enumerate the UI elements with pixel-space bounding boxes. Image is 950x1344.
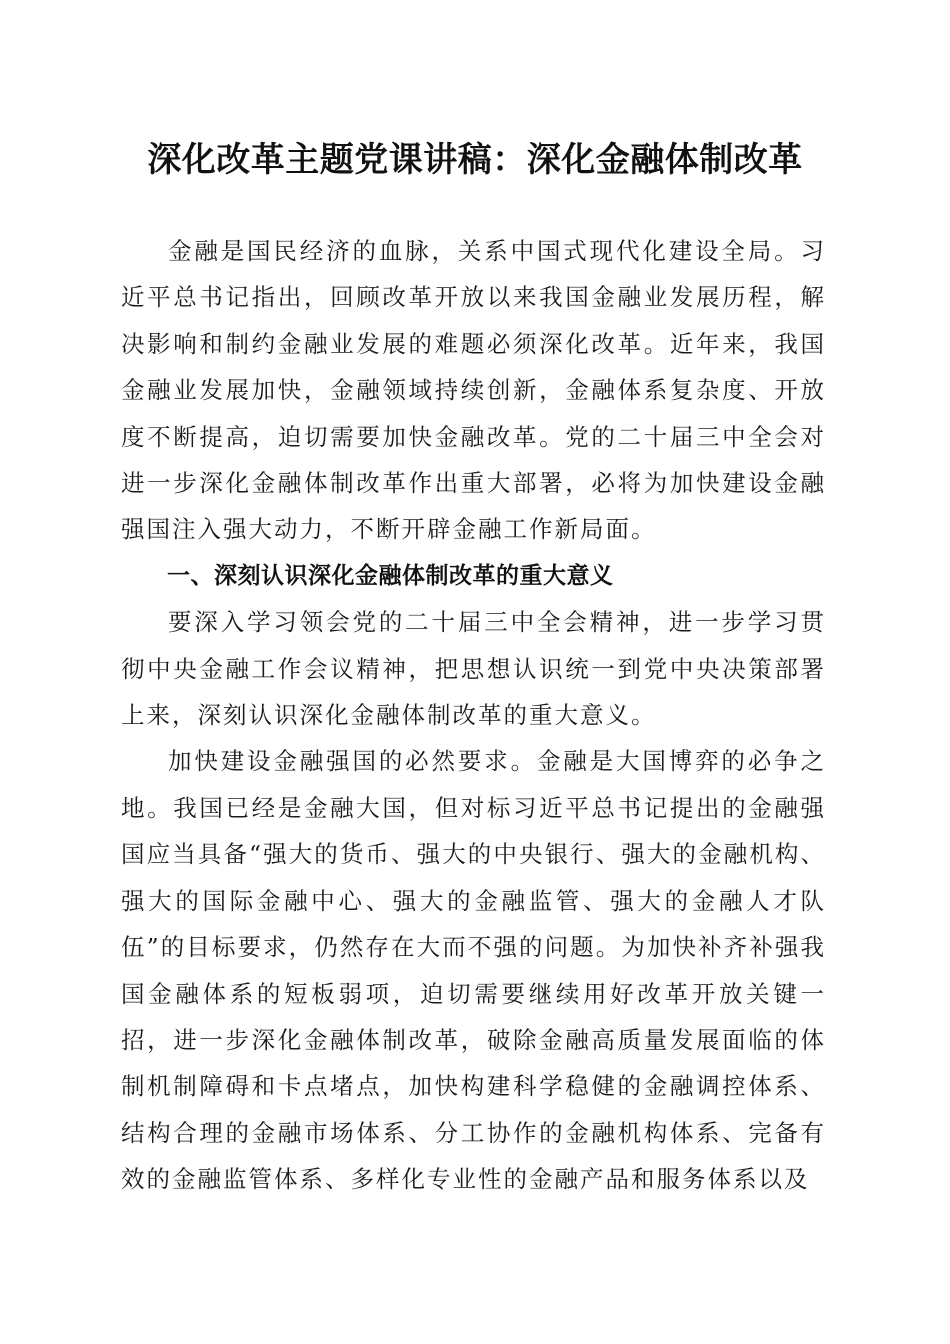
paragraph-intro: 金融是国民经济的血脉，关系中国式现代化建设全局。习近平总书记指出，回顾改革开放以来我国金融业发展历程，解决影响和制约金融业发展的难题必须深化改革。近年来，我国金融业发展加快，金融领域持续创新，金融体系复杂度、开放度不断提高，迫切需要加快金融改革。党的二十届三中全会对进一步深化金融体制改革作出重大部署，必将为加快建设金融强国注入强大动力，不断开辟金融工作新局面。: [121, 237, 826, 544]
document-body: [121, 228, 826, 1203]
document-title: 深化改革主题党课讲稿：深化金融体制改革: [147, 140, 803, 180]
paragraph-section-1-intro: 要深入学习领会党的二十届三中全会精神，进一步学习贯彻中央金融工作会议精神，把思想认识统一到党中央决策部署上来，深刻认识深化金融体制改革的重大意义。: [121, 608, 826, 730]
paragraph-financial-power: 加快建设金融强国的必然要求。金融是大国博弈的必争之地。我国已经是金融大国，但对标习近平总书记提出的金融强国应当具备“强大的货币、强大的中央银行、强大的金融机构、强大的国际金融中心、强大的金融监管、强大的金融人才队伍”的目标要求，仍然存在大而不强的问题。为加快补齐补强我国金融体系的短板弱项，迫切需要继续用好改革开放关键一招，进一步深化金融体制改革，破除金融高质量发展面临的体制机制障碍和卡点堵点，加快构建科学稳健的金融调控体系、结构合理的金融市场体系、分工协作的金融机构体系、完备有效的金融监管体系、多样化专业性的金融产品和服务体系以及: [121, 747, 826, 1194]
section-heading-1: 一、深刻认识深化金融体制改革的重大意义: [167, 562, 614, 589]
